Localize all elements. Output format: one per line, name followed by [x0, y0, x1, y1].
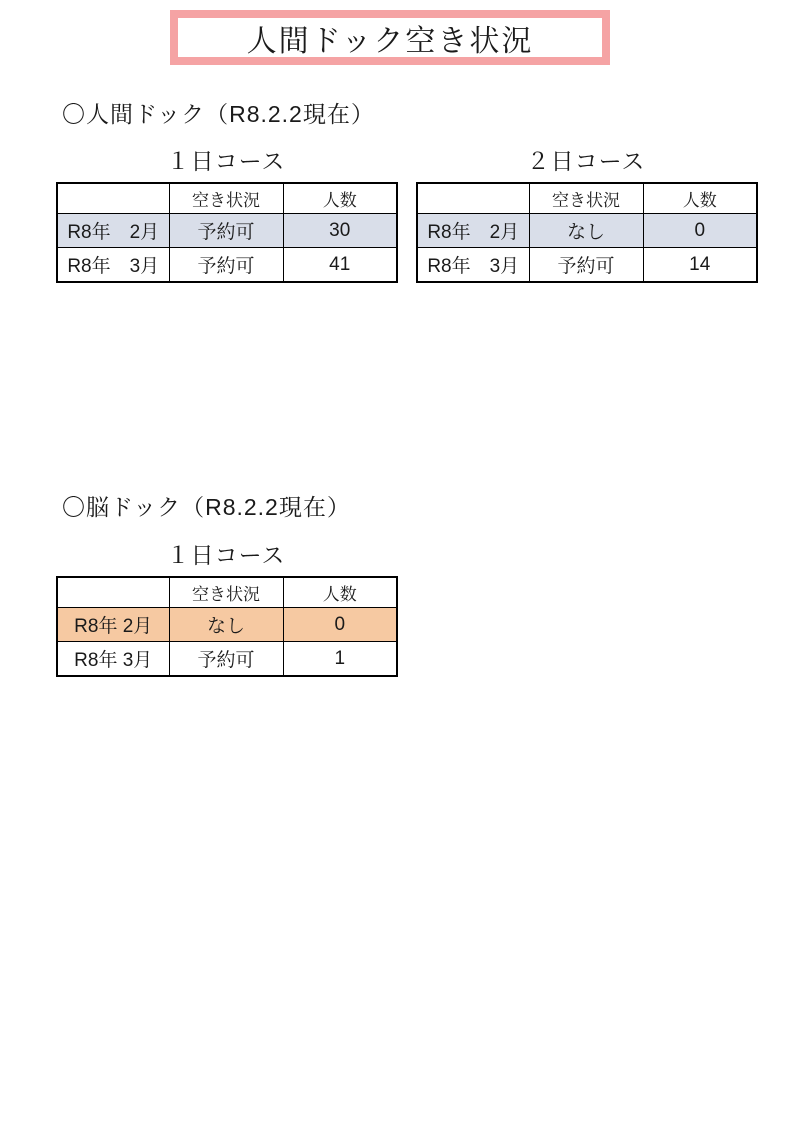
- table-header-row: [57, 577, 397, 608]
- column-header-status: 空き状況: [529, 183, 643, 214]
- availability-status: 予約可: [529, 248, 643, 283]
- availability-status: なし: [169, 608, 283, 642]
- table-block-ningen-2day: [416, 146, 756, 283]
- people-count: 41: [283, 248, 397, 283]
- column-header-blank: [417, 183, 529, 214]
- page-title-box: [170, 10, 610, 65]
- row-label: R8年 2月: [57, 214, 169, 248]
- table-row: [417, 248, 757, 283]
- column-header-status: 空き状況: [169, 183, 283, 214]
- people-count: 14: [643, 248, 757, 283]
- column-header-count: 人数: [283, 183, 397, 214]
- table-caption: １日コース: [166, 148, 286, 174]
- section-heading-ningen-dock: 〇人間ドック（R8.2.2現在）: [62, 101, 375, 127]
- row-label: R8年 3月: [57, 248, 169, 283]
- table-row: [57, 608, 397, 642]
- availability-status: 予約可: [169, 248, 283, 283]
- table-row: [57, 248, 397, 283]
- page-title: 人間ドック空き状況: [246, 24, 534, 58]
- column-header-blank: [57, 183, 169, 214]
- people-count: 30: [283, 214, 397, 248]
- column-header-count: 人数: [643, 183, 757, 214]
- availability-status: 予約可: [169, 642, 283, 677]
- people-count: 0: [643, 214, 757, 248]
- people-count: 0: [283, 608, 397, 642]
- table-caption: ２日コース: [526, 148, 646, 174]
- section-heading-nou-dock: 〇脳ドック（R8.2.2現在）: [62, 494, 351, 520]
- availability-table: [56, 182, 398, 283]
- table-row: [417, 214, 757, 248]
- people-count: 1: [283, 642, 397, 677]
- column-header-count: 人数: [283, 577, 397, 608]
- availability-status: 予約可: [169, 214, 283, 248]
- row-label: R8年 3月: [417, 248, 529, 283]
- column-header-status: 空き状況: [169, 577, 283, 608]
- table-header-row: [57, 183, 397, 214]
- row-label: R8年 3月: [57, 642, 169, 677]
- row-label: R8年 2月: [57, 608, 169, 642]
- table-block-nou-1day: [56, 540, 396, 677]
- table-row: [57, 214, 397, 248]
- table-caption: １日コース: [166, 542, 286, 568]
- table-header-row: [417, 183, 757, 214]
- availability-table: [56, 576, 398, 677]
- availability-status: なし: [529, 214, 643, 248]
- row-label: R8年 2月: [417, 214, 529, 248]
- table-block-ningen-1day: [56, 146, 396, 283]
- availability-table: [416, 182, 758, 283]
- column-header-blank: [57, 577, 169, 608]
- table-row: [57, 642, 397, 677]
